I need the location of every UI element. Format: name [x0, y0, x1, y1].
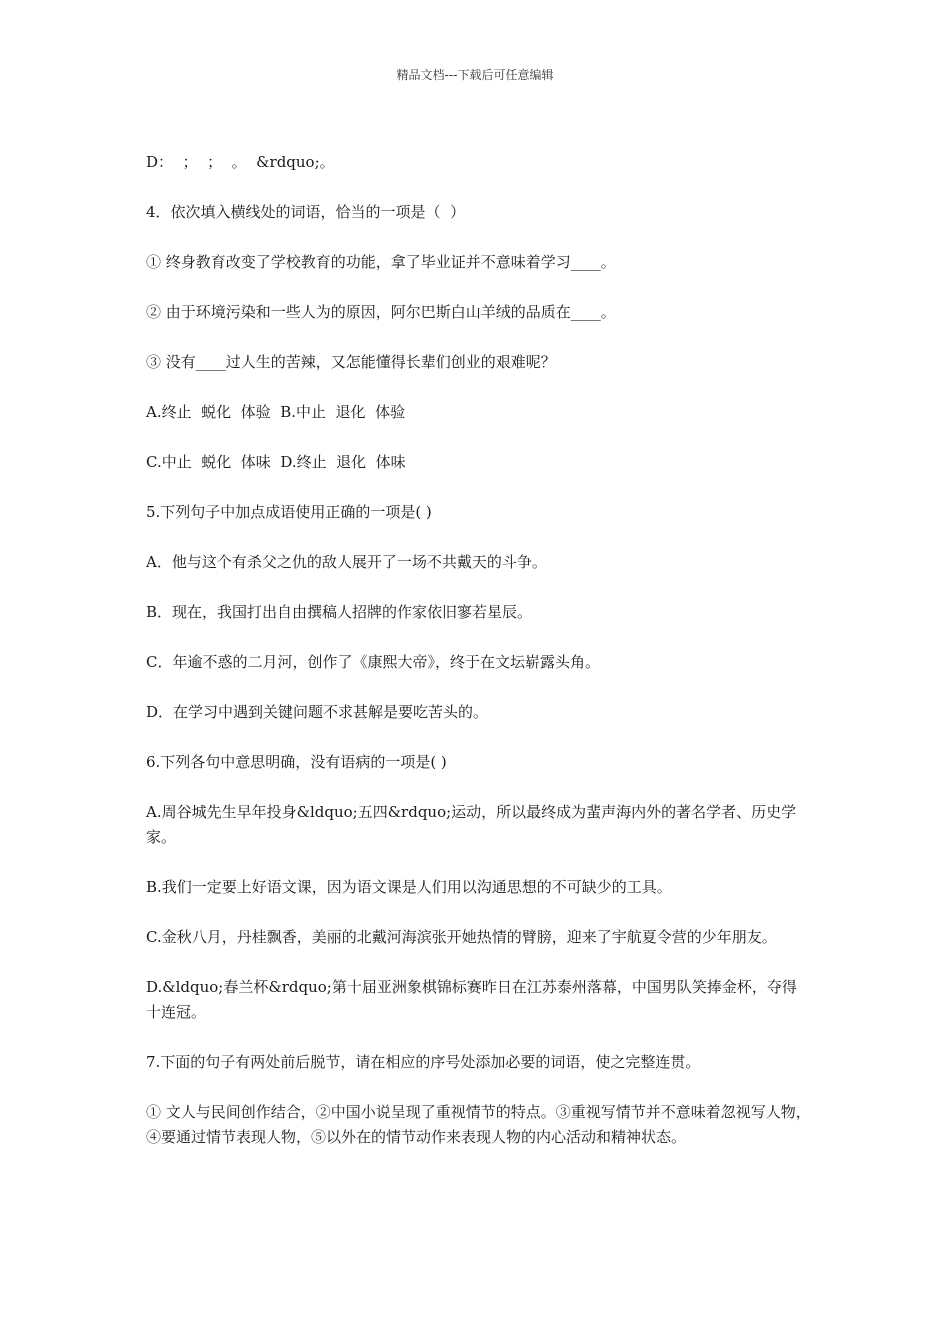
question-5-option-a: A．他与这个有杀父之仇的敌人展开了一场不共戴天的斗争。	[146, 553, 547, 571]
question-6-option-c: C.金秋八月，丹桂飘香，美丽的北戴河海滨张开她热情的臂膀，迎来了宇航夏令营的少年朋友。	[146, 928, 777, 946]
question-6-option-d: D.&ldquo;春兰杯&rdquo;第十届亚洲象棋锦标赛昨日在江苏泰州落幕，中国男队笑捧金杯，夺得十连冠。	[146, 978, 797, 1021]
question-4-item-2: ② 由于环境污染和一些人为的原因，阿尔巴斯白山羊绒的品质在____。	[146, 303, 616, 321]
question-4-options-ab: A.终止 蜕化 体验 B.中止 退化 体验	[146, 403, 406, 421]
question-7-passage: ① 文人与民间创作结合，②中国小说呈现了重视情节的特点。③重视写情节并不意味着忽视写人物，④要通过情节表现人物，⑤以外在的情节动作来表现人物的内心活动和精神状态。	[146, 1103, 811, 1146]
question-4-item-1: ① 终身教育改变了学校教育的功能，拿了毕业证并不意味着学习____。	[146, 253, 616, 271]
option-d-line: D： ； ； 。 &rdquo;。	[146, 153, 335, 171]
question-5-option-c: C．年逾不惑的二月河，创作了《康熙大帝》，终于在文坛崭露头角。	[146, 653, 600, 671]
question-5-title: 5.下列句子中加点成语使用正确的一项是( )	[146, 503, 432, 521]
question-4-options-cd: C.中止 蜕化 体味 D.终止 退化 体味	[146, 453, 406, 471]
question-6-title: 6.下列各句中意思明确，没有语病的一项是( )	[146, 753, 447, 771]
page-header: 精品文档---下载后可任意编辑	[396, 68, 554, 82]
question-4-title: 4．依次填入横线处的词语，恰当的一项是（ ）	[146, 203, 466, 221]
question-7-title: 7.下面的句子有两处前后脱节，请在相应的序号处添加必要的词语，使之完整连贯。	[146, 1053, 701, 1071]
question-4-item-3: ③ 没有____过人生的苦辣，又怎能懂得长辈们创业的艰难呢？	[146, 353, 556, 371]
question-5-option-d: D．在学习中遇到关键问题不求甚解是要吃苦头的。	[146, 703, 489, 721]
question-5-option-b: B．现在，我国打出自由撰稿人招牌的作家依旧寥若星辰。	[146, 603, 533, 621]
question-6-option-b: B.我们一定要上好语文课，因为语文课是人们用以沟通思想的不可缺少的工具。	[146, 878, 672, 896]
document-body	[146, 150, 811, 1175]
question-6-option-a: A.周谷城先生早年投身&ldquo;五四&rdquo;运动，所以最终成为蜚声海内外的著名学者、历史学家。	[146, 803, 797, 846]
